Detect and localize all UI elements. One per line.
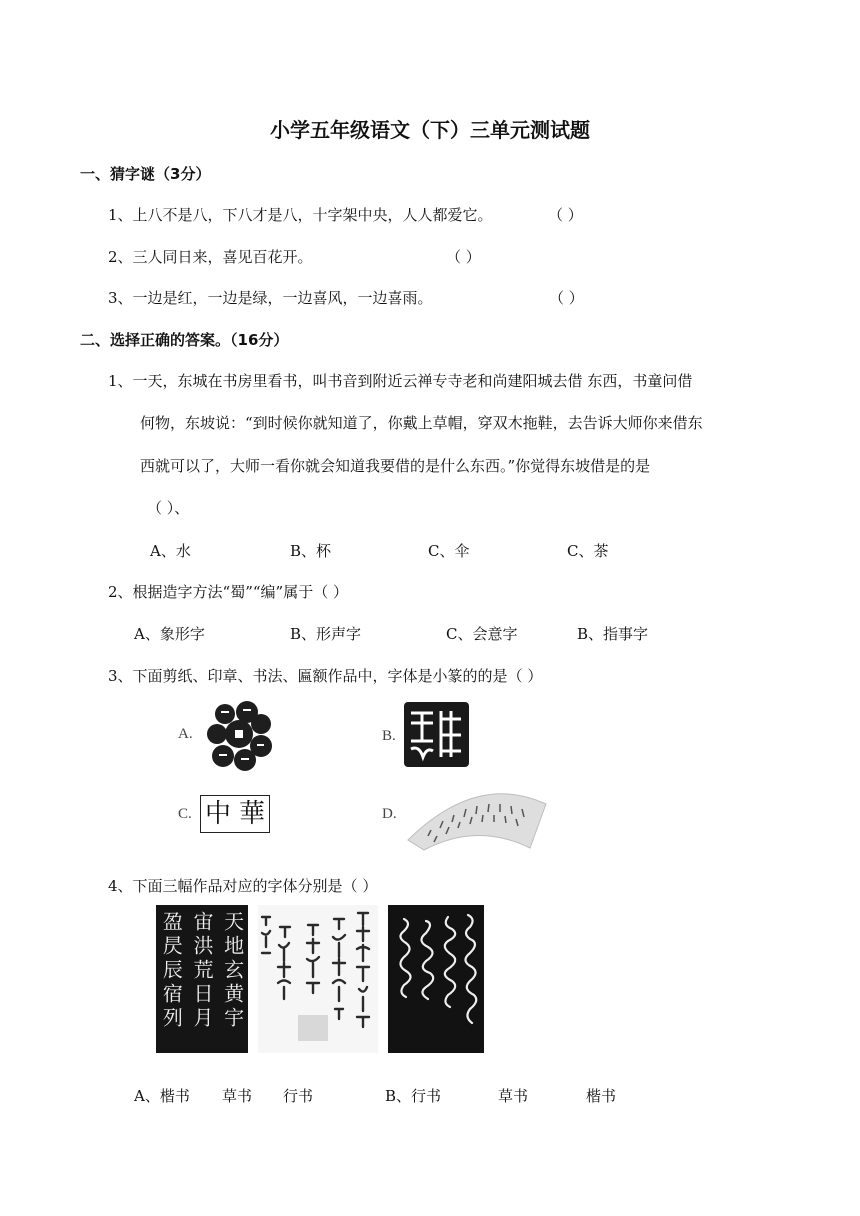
running-script-image [258,905,378,1053]
page-title: 小学五年级语文（下）三单元测试题 [270,118,590,142]
q3-label-b: B. [382,728,396,744]
q2-option-c: C、会意字 [446,625,518,643]
q1-option-c: C、伞 [428,542,470,560]
q4-option-a-2: 草书 [222,1087,253,1105]
rubbing-column-3: 盈昃辰宿列 [159,911,184,1031]
q2-text: 2、根据造字方法“蜀”“编”属于（ ） [108,583,348,601]
q3-label-d: D. [382,806,397,822]
q2-option-b: B、形声字 [290,625,362,643]
seal-char-zhong: 中 [204,799,231,829]
q4-text: 4、下面三幅作品对应的字体分别是（ ） [108,877,378,895]
riddle-3-answer-blank: （ ） [549,289,584,307]
rubbing-column-2: 宙洪荒日月 [189,911,214,1031]
q1-line1: 1、一天，东城在书房里看书，叫书音到附近云禅专寺老和尚建阳城去借 东西，书童问借 [108,372,693,390]
q4-option-b-3: 楷书 [586,1087,617,1105]
q1-option-d: C、茶 [567,542,609,560]
q2-option-d: B、指事字 [577,625,649,643]
papercut-image [205,700,273,772]
rubbing-column-1: 天地玄黄宇 [220,911,245,1031]
small-seal-script-image [200,795,270,833]
riddle-1-answer-blank: （ ） [548,206,583,224]
seal-image [403,701,470,768]
q2-option-a: A、象形字 [134,625,205,643]
section2-heading: 二、选择正确的答案。（16分） [80,331,289,349]
q4-option-a-3: 行书 [283,1087,314,1105]
riddle-2-answer-blank: （ ） [446,248,481,266]
q1-option-b: B、杯 [290,542,332,560]
q1-line3: 西就可以了，大师一看你就会知道我要借的是什么东西。”你觉得东坡借是的是 [140,457,651,475]
riddle-1: 1、上八不是八，下八才是八，十字架中央，人人都爱它。 [108,206,493,224]
seal-char-hua: 華 [238,799,265,829]
q1-line2: 何物，东坡说：“到时候你就知道了，你戴上草帽，穿双木拖鞋，去告诉大师你来借东 [140,414,703,432]
q4-option-a: A、楷书 [134,1087,190,1105]
cursive-script-image [388,905,484,1053]
q3-text: 3、下面剪纸、印章、书法、匾额作品中，字体是小篆的的是（ ） [108,667,543,685]
q3-label-a: A. [178,726,193,742]
q4-option-b-2: 草书 [498,1087,529,1105]
q3-label-c: C. [178,806,192,822]
riddle-2: 2、三人同日来，喜见百花开。 [108,248,313,266]
regular-script-rubbing-image [156,905,248,1053]
q1-option-a: A、水 [150,542,191,560]
fan-calligraphy-image [404,782,550,852]
q1-answer-blank: （ ）、 [147,499,190,517]
riddle-3: 3、一边是红，一边是绿，一边喜风，一边喜雨。 [108,289,433,307]
section1-heading: 一、猜字谜（3分） [80,165,211,183]
q4-option-b: B、行书 [385,1087,442,1105]
